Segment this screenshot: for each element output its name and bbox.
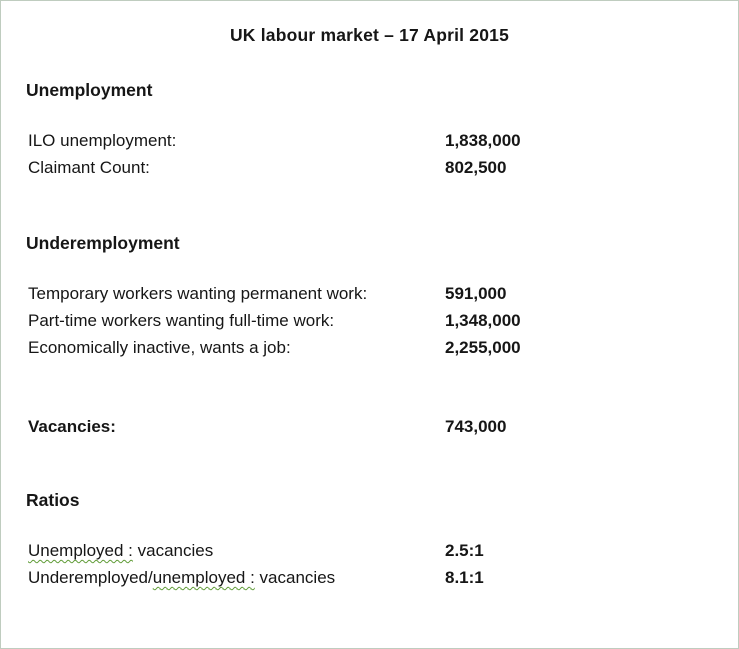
ratio-value: 8.1:1 <box>445 568 484 587</box>
unemployment-rows <box>1 127 738 181</box>
page-title: UK labour market – 17 April 2015 <box>229 25 510 45</box>
stat-label: ILO unemployment: <box>28 131 177 150</box>
stat-label-vacancies: Vacancies: <box>28 417 116 436</box>
stat-row-economically-inactive <box>1 334 738 361</box>
section-heading-underemployment: Underemployment <box>26 233 180 253</box>
stat-row-temporary-workers <box>1 280 738 307</box>
stat-value: 591,000 <box>445 284 507 303</box>
stat-row-parttime-workers <box>1 307 738 334</box>
stat-row-claimant-count <box>1 154 738 181</box>
ratio-value: 2.5:1 <box>445 541 484 560</box>
underemployment-rows <box>1 280 738 361</box>
stat-row-vacancies <box>1 413 738 440</box>
stat-value-vacancies: 743,000 <box>445 417 507 436</box>
ratio-label <box>28 537 445 564</box>
ratio-label-spellchecked: unemployed : <box>152 568 255 587</box>
ratio-row-underemployed-vacancies <box>1 564 738 591</box>
ratio-row-unemployed-vacancies <box>1 537 738 564</box>
ratio-label <box>28 564 445 591</box>
section-heading-unemployment: Unemployment <box>26 80 153 100</box>
section-heading-ratios: Ratios <box>26 490 80 510</box>
ratio-label-rest: vacancies <box>132 541 214 560</box>
ratio-label-rest: vacancies <box>254 568 336 587</box>
stat-label: Claimant Count: <box>28 158 150 177</box>
ratio-label-prefix: Underemployed/ <box>28 568 153 587</box>
stat-value: 802,500 <box>445 158 507 177</box>
stat-label: Economically inactive, wants a job: <box>28 338 291 357</box>
stat-value: 2,255,000 <box>445 338 521 357</box>
ratio-label-spellchecked: Unemployed : <box>28 541 133 560</box>
ratios-rows <box>1 537 738 591</box>
stat-value: 1,348,000 <box>445 311 521 330</box>
stat-label: Temporary workers wanting permanent work: <box>28 284 368 303</box>
stat-label: Part-time workers wanting full-time work: <box>28 311 335 330</box>
stat-value: 1,838,000 <box>445 131 521 150</box>
stat-row-ilo-unemployment <box>1 127 738 154</box>
